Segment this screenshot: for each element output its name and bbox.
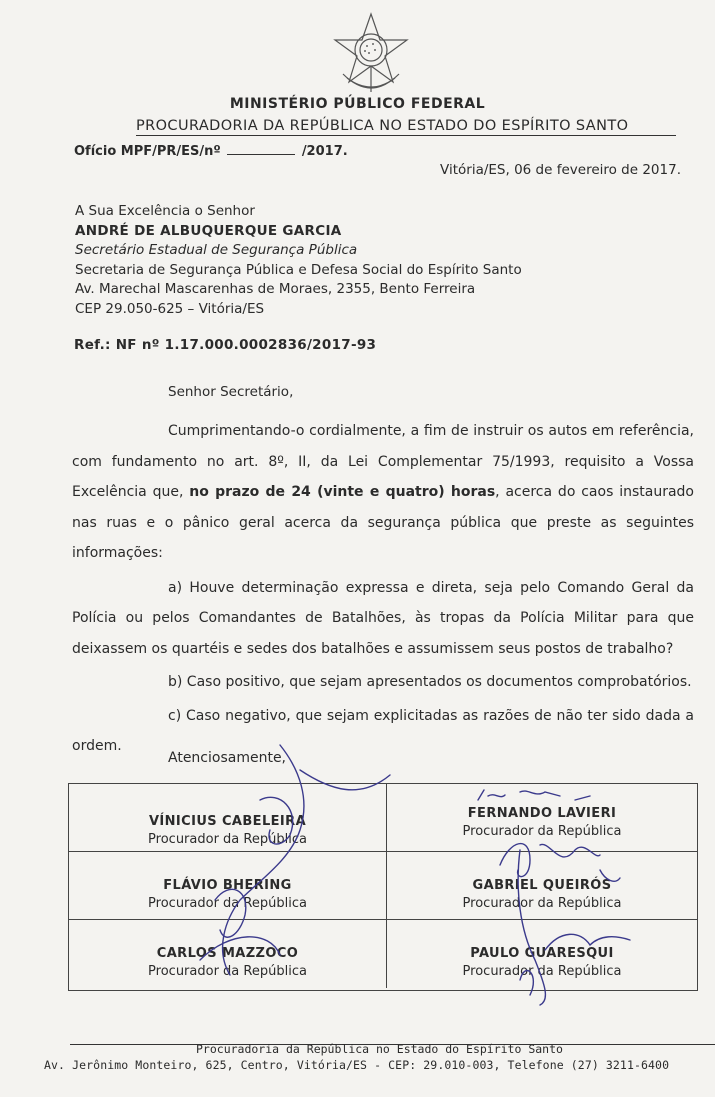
signature-cell (387, 920, 697, 988)
addressee-role: Secretário Estadual de Segurança Pública (75, 242, 358, 258)
signatory-title: Procurador da República (462, 964, 622, 979)
signatory-title: Procurador da República (148, 964, 307, 979)
signature-cell (69, 852, 387, 920)
signature-cell (69, 920, 387, 988)
signature-table (68, 783, 698, 991)
ministry-title: MINISTÉRIO PÚBLICO FEDERAL (229, 96, 486, 112)
footer-institution: Procuradoria da República no Estado do Espírito Santo (196, 1042, 563, 1056)
signatory-name: FLÁVIO BHERING (163, 878, 292, 893)
item-b: b) Caso positivo, que sejam apresentados os documentos comprobatórios. (168, 674, 692, 690)
signatory-title: Procurador da República (462, 824, 622, 839)
reference-number: Ref.: NF nº 1.17.000.0002836/2017-93 (74, 337, 377, 353)
salutation: Senhor Secretário, (168, 384, 294, 400)
footer-address: Av. Jerônimo Monteiro, 625, Centro, Vitória/ES - CEP: 29.010-003, Telefone (27) 3211-6400 (44, 1058, 670, 1072)
signature-cell (387, 852, 697, 920)
oficio-prefix: Ofício MPF/PR/ES/nº (74, 144, 221, 159)
addressee-name: ANDRÉ DE ALBUQUERQUE GARCIA (75, 222, 342, 239)
document-date: Vitória/ES, 06 de fevereiro de 2017. (440, 162, 681, 178)
coat-of-arms-icon (333, 12, 409, 98)
signatory-name: FERNANDO LAVIERI (467, 806, 617, 821)
deadline-text: no prazo de 24 (vinte e quatro) horas (189, 484, 496, 500)
closing: Atenciosamente, (168, 750, 287, 766)
paragraph-request-start: Cumprimentando-o cordialmente, a fim de instruir os autos em referência, com fundamento no art. 8º, II, da Lei Complementar 75/1993, requisito a Vossa Excelência que, (72, 423, 694, 500)
item-a: a) Houve determinação expressa e direta, seja pelo Comando Geral da Polícia ou pelos Comandantes de Batalhões, às tropas da Polícia Militar para que deixassem os quartéis e sedes dos batalhões e assumissem seus postos de trabalho? (72, 579, 694, 657)
paragraph-request (72, 416, 694, 569)
addressee-address: Av. Marechal Mascarenhas de Moraes, 2355, Bento Ferreira (75, 281, 476, 297)
oficio-blank (227, 144, 295, 155)
signatory-name: GABRIEL QUEIRÓS (472, 878, 612, 893)
signatory-title: Procurador da República (462, 896, 622, 911)
letter-body (72, 416, 694, 762)
signatory-name: PAULO GUARESQUI (470, 946, 614, 961)
addressee-org: Secretaria de Segurança Pública e Defesa Social do Espírito Santo (75, 261, 522, 278)
oficio-suffix: /2017. (301, 144, 348, 159)
addressee-cep: CEP 29.050-625 – Vitória/ES (75, 300, 265, 317)
signatory-title: Procurador da República (148, 832, 307, 847)
signatory-title: Procurador da República (148, 896, 307, 911)
signatory-name: CARLOS MAZZOCO (156, 946, 299, 961)
paragraph-request-end: , acerca do caos instaurado nas ruas e o pânico geral acerca da segurança pública que preste as seguintes informações: (72, 484, 694, 561)
signatory-name: VÍNICIUS CABELEIRA (148, 814, 307, 829)
item-c: c) Caso negativo, que sejam explicitadas as razões de não ter sido dada a ordem. (72, 707, 694, 754)
signature-cell (387, 784, 697, 852)
oficio-number (74, 144, 348, 159)
addressee-block (75, 202, 522, 319)
addressee-line1: A Sua Excelência o Senhor (75, 203, 255, 219)
procuradoria-title: PROCURADORIA DA REPÚBLICA NO ESTADO DO ESPÍRITO SANTO (136, 118, 676, 136)
signature-cell (69, 784, 387, 852)
